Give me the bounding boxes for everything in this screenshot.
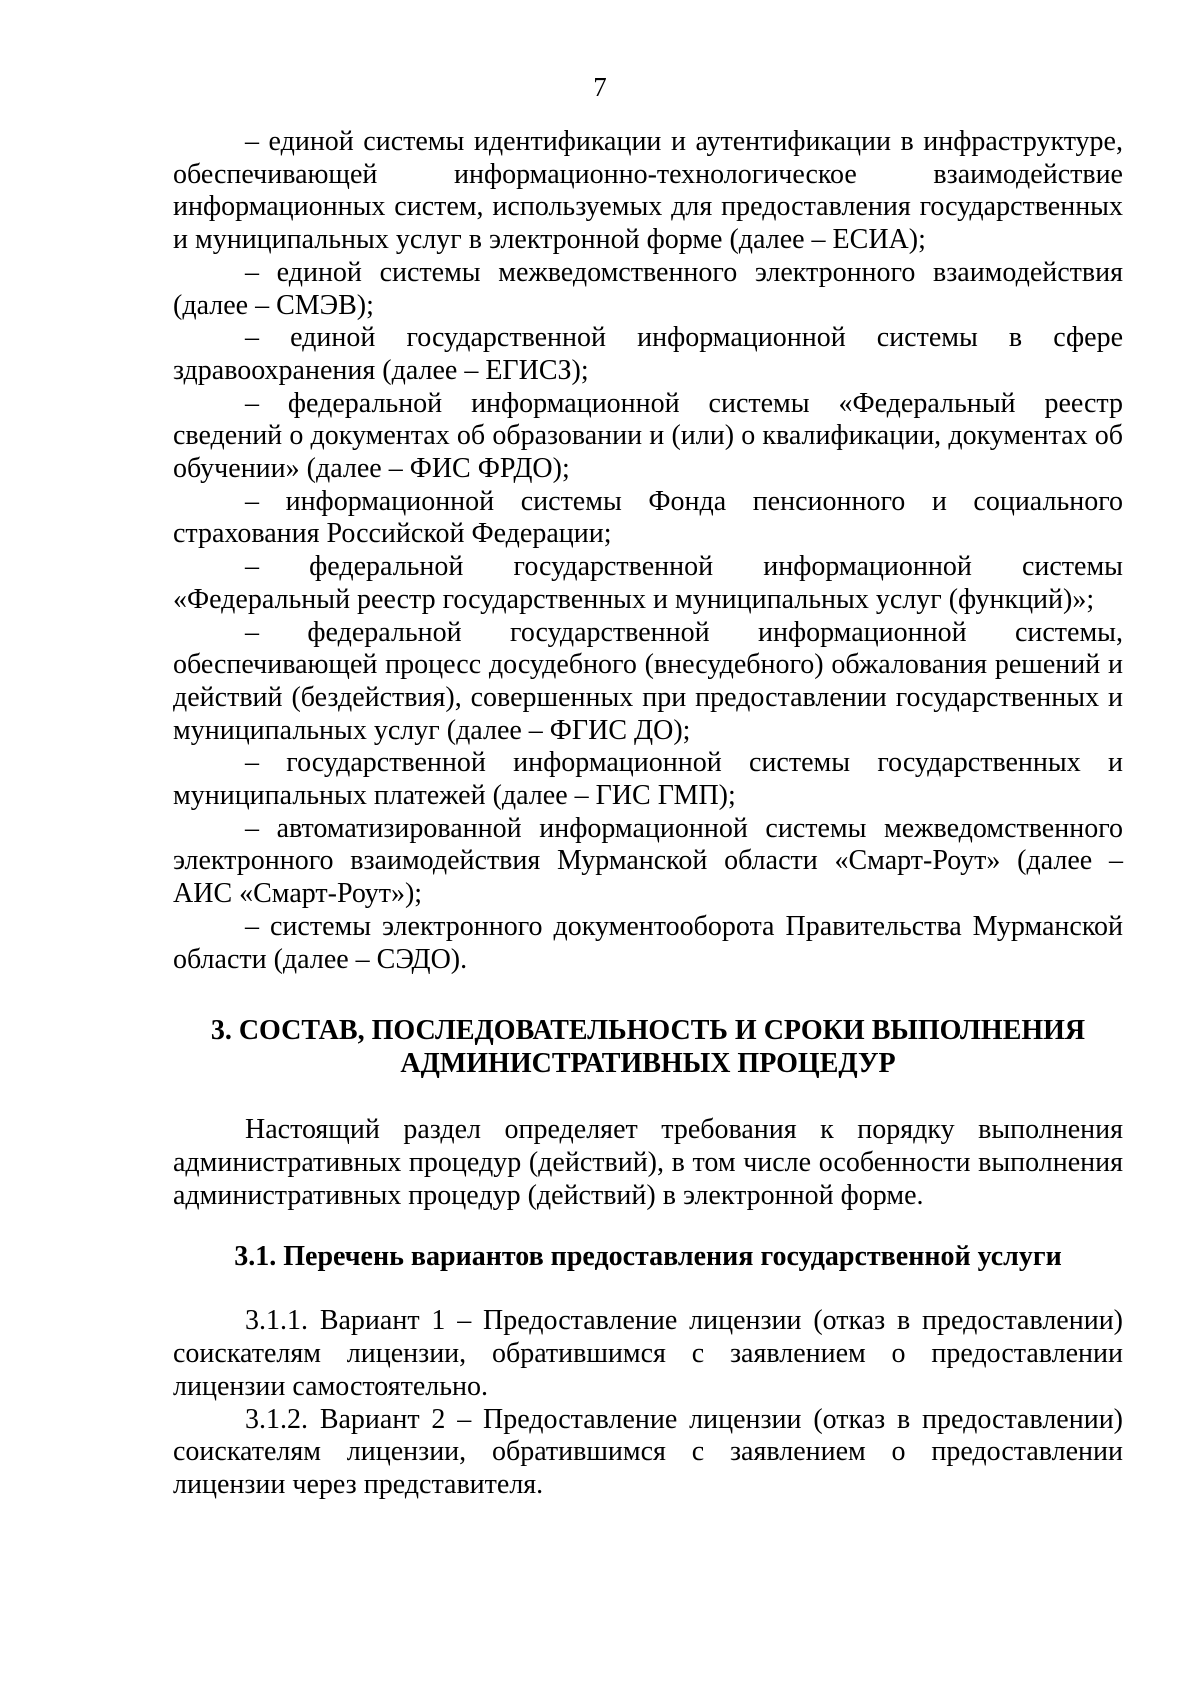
page-content [173, 126, 1123, 1502]
list-item-federal-registry: – федеральной государственной информационной системы «Федеральный реестр государственных и муниципальных услуг (функций)»; [173, 551, 1123, 615]
section-heading-line-2: АДМИНИСТРАТИВНЫХ ПРОЦЕДУР [400, 1048, 896, 1080]
section-heading [173, 1014, 1123, 1080]
list-item-pension-fund: – информационной системы Фонда пенсионного и социального страхования Российской Федерации; [173, 485, 1123, 550]
list-item-egisz: – единой государственной информационной системы в сфере здравоохранения (далее – ЕГИСЗ); [173, 322, 1123, 386]
subsection-heading: 3.1. Перечень вариантов предоставления государственной услуги [234, 1241, 1062, 1273]
variant-2: 3.1.2. Вариант 2 – Предоставление лицензии (отказ в предоставлении) соискателям лицензии, обратившимся с заявлением о предоставлении лицензии через представителя. [173, 1403, 1123, 1500]
list-item-sedo: – системы электронного документооборота Правительства Мурманской области (далее – СЭДО). [173, 910, 1123, 975]
list-item-fis-frdo: – федеральной информационной системы «Федеральный реестр сведений о документах об образовании и (или) о квалификации, документах об обучении» (далее – ФИС ФРДО); [173, 387, 1123, 485]
list-item-fgis-do: – федеральной государственной информационной системы, обеспечивающей процесс досудебного (внесудебного) обжалования решений и действий (бездействия), совершенных при предоставлении государственных и муниципальных услуг (далее – ФГИС ДО); [173, 616, 1123, 746]
list-item-smev: – единой системы межведомственного электронного взаимодействия (далее – СМЭВ); [173, 256, 1123, 321]
section-intro: Настоящий раздел определяет требования к порядку выполнения административных процедур (действий), в том числе особенности выполнения административных процедур (действий) в электронной форме. [173, 1114, 1123, 1211]
list-item-gis-gmp: – государственной информационной системы государственных и муниципальных платежей (далее – ГИС ГМП); [173, 747, 1123, 812]
section-heading-line-1: 3. СОСТАВ, ПОСЛЕДОВАТЕЛЬНОСТЬ И СРОКИ ВЫПОЛНЕНИЯ [210, 1015, 1086, 1047]
page-number: 7 [593, 72, 607, 102]
list-item-esia: – единой системы идентификации и аутентификации в инфраструктуре, обеспечивающей информационно-технологическое взаимодействие информационных систем, используемых для предоставления государственных и муниципальных услуг в электронной форме (далее – ЕСИА); [173, 126, 1123, 256]
variant-1: 3.1.1. Вариант 1 – Предоставление лицензии (отказ в предоставлении) соискателям лицензии, обратившимся с заявлением о предоставлении лицензии самостоятельно. [173, 1305, 1123, 1402]
list-item-smart-route: – автоматизированной информационной системы межведомственного электронного взаимодействия Мурманской области «Смарт-Роут» (далее – АИС «Смарт-Роут»); [173, 812, 1123, 910]
